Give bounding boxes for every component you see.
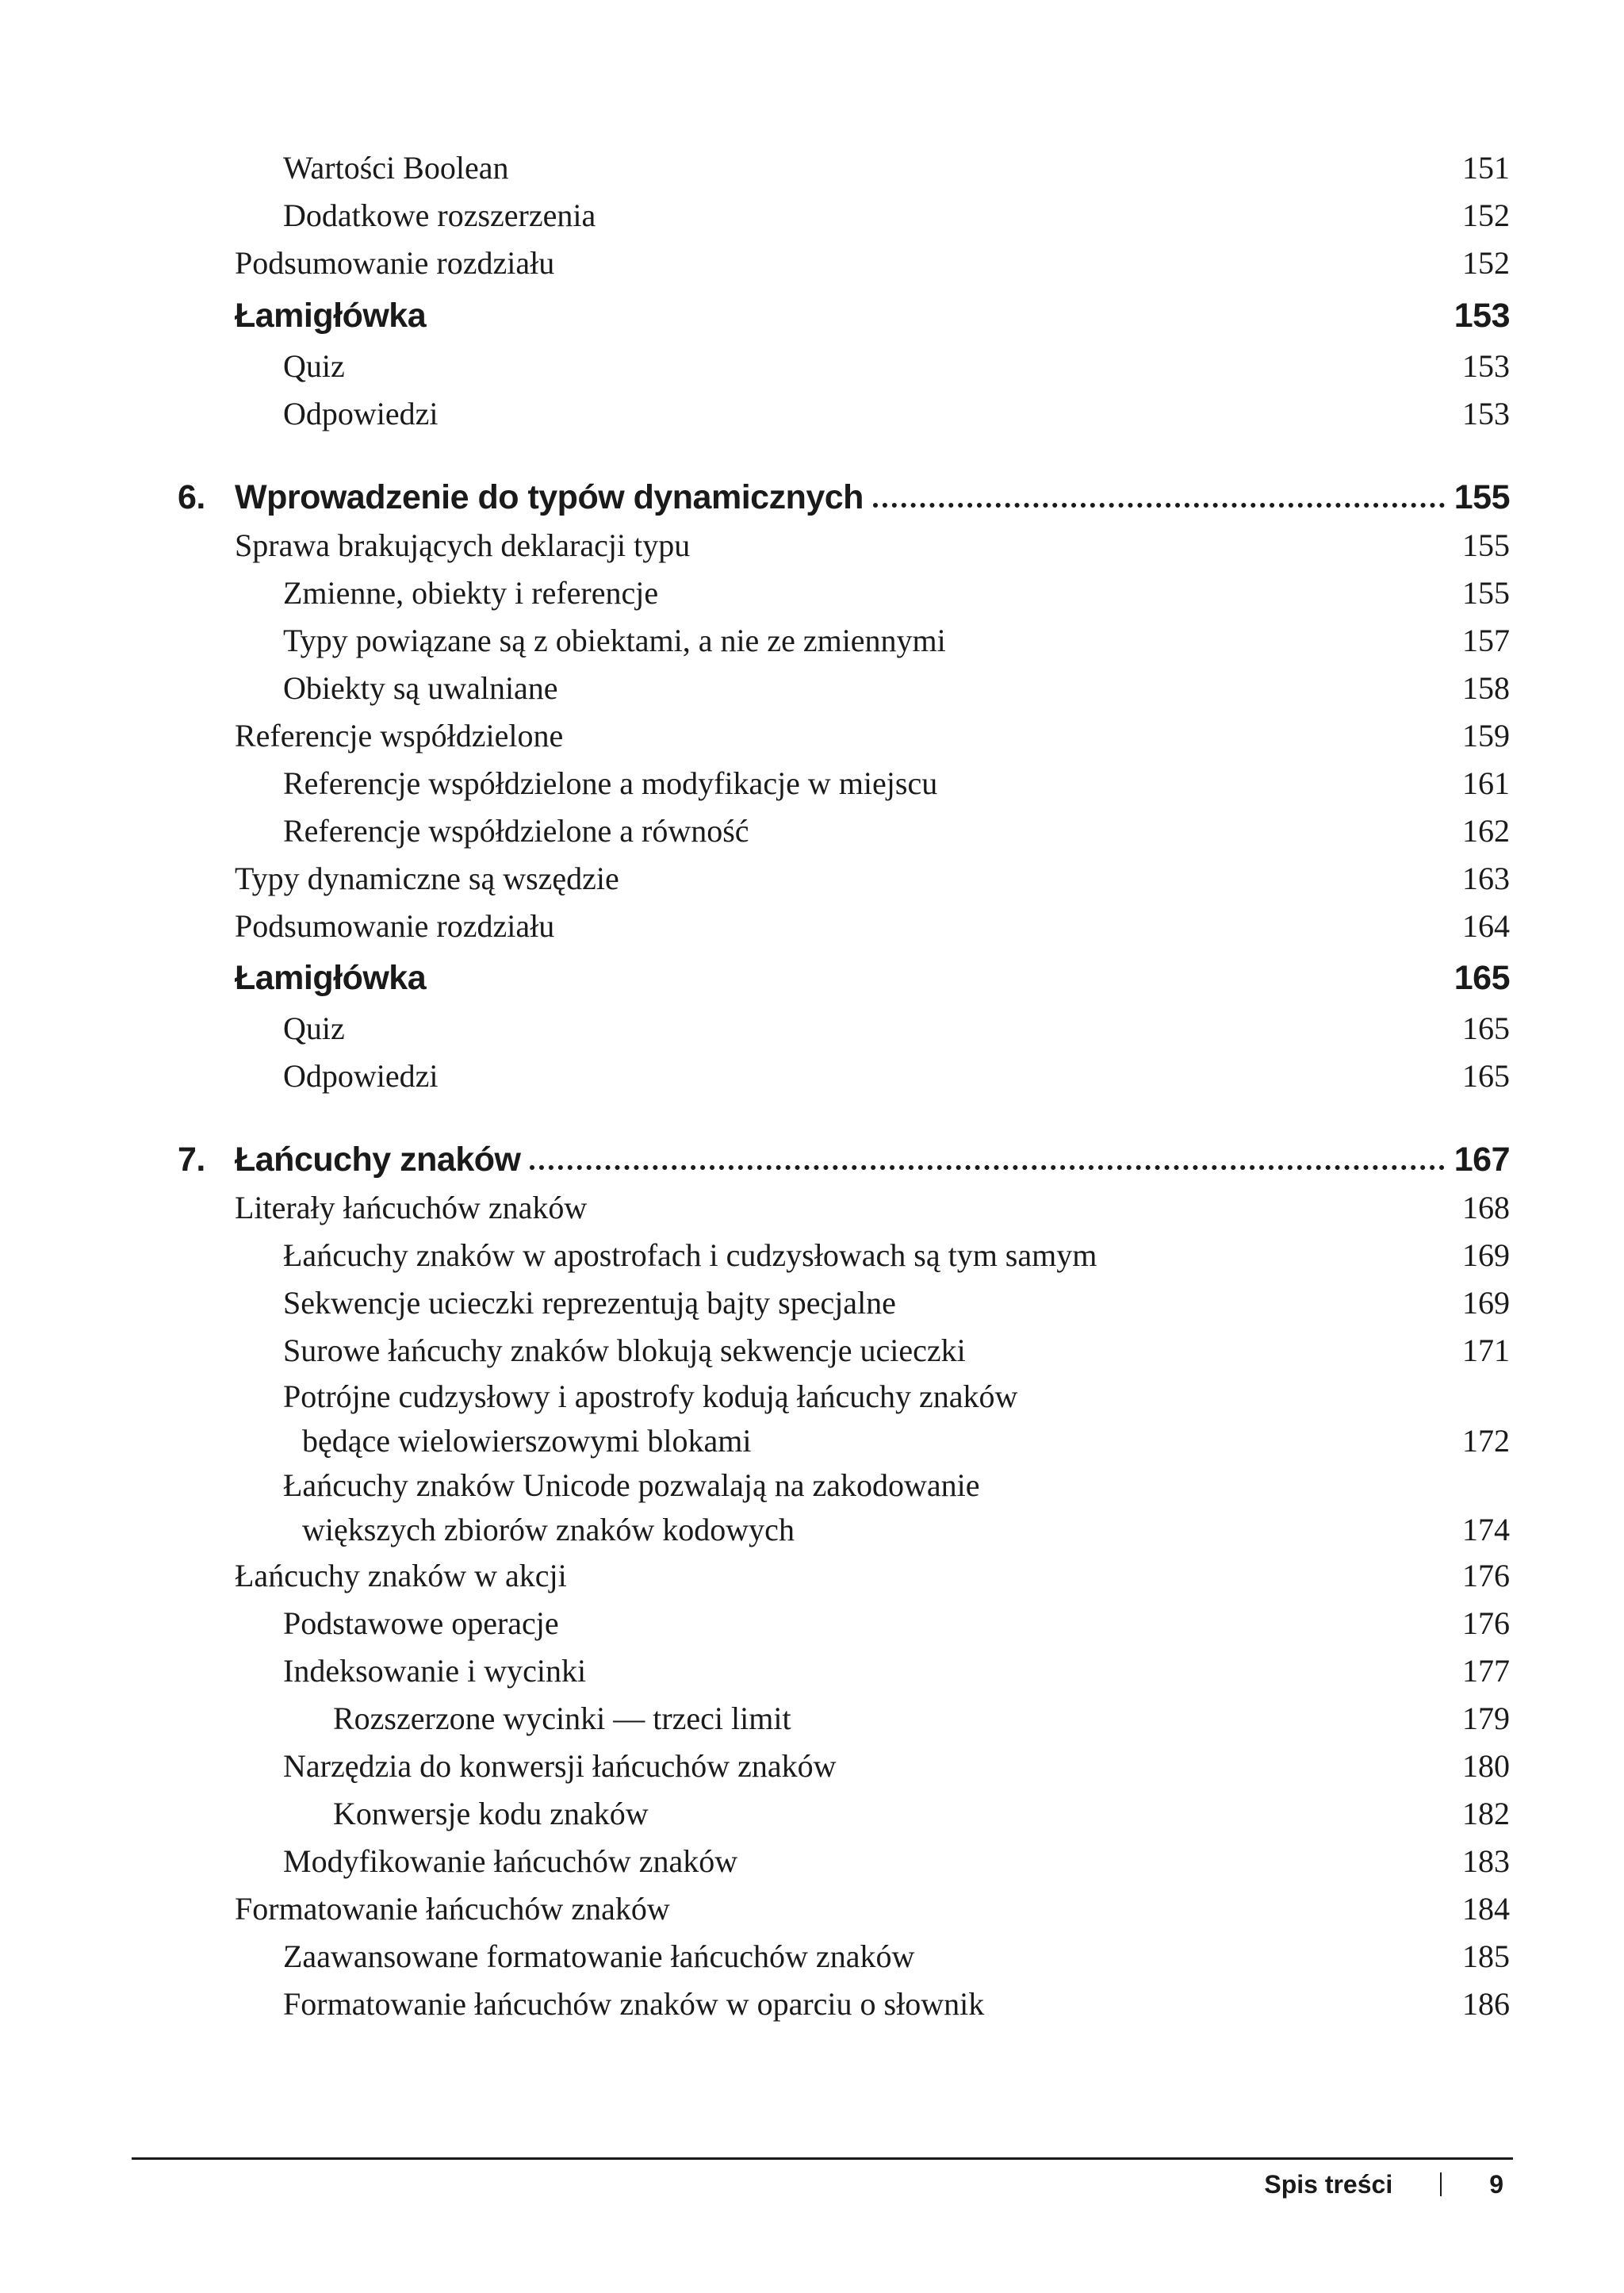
toc-entry-title-line: Formatowanie łańcuchów znaków w oparciu o słownik xyxy=(283,1986,985,2022)
toc-entry-title xyxy=(283,1743,837,1790)
toc-entry-title xyxy=(235,1885,670,1933)
toc-entry-title xyxy=(283,1053,439,1100)
toc-entry-page-number: 176 xyxy=(1462,1605,1510,1641)
toc-entry-page-number: 155 xyxy=(1462,575,1510,611)
toc-entry-title-line: Indeksowanie i wycinki xyxy=(283,1653,587,1689)
toc-entry-title xyxy=(283,665,558,712)
toc-entry-page-number: 159 xyxy=(1462,718,1510,753)
toc-entry-row xyxy=(283,1600,1510,1647)
toc-entry-page-number: 180 xyxy=(1462,1748,1510,1784)
toc-entry-title xyxy=(283,1838,737,1885)
toc-entry-title-line: Typy dynamiczne są wszędzie xyxy=(235,861,619,896)
toc-entry-page-number: 184 xyxy=(1462,1891,1510,1927)
toc-entry-title-line: Narzędzia do konwersji łańcuchów znaków xyxy=(283,1748,837,1784)
toc-chapter-row xyxy=(178,474,1510,521)
toc-entry-title-line: Quiz xyxy=(283,1010,345,1046)
toc-entry-title-line: Konwersje kodu znaków xyxy=(333,1796,649,1831)
toc-entry-title-line: Sekwencje ucieczki reprezentują bajty specjalne xyxy=(283,1285,896,1321)
footer-separator xyxy=(1440,2172,1442,2196)
toc-entry-title-line: Zmienne, obiekty i referencje xyxy=(283,575,659,611)
toc-entry-row xyxy=(283,617,1510,665)
toc-entry-title xyxy=(283,1005,345,1053)
toc-entry-title xyxy=(283,192,596,240)
toc-entry-title-line: Literały łańcuchów znaków xyxy=(235,1190,588,1225)
toc-entry-row xyxy=(235,522,1510,569)
toc-entry-title-line: Podsumowanie rozdziału xyxy=(235,245,555,281)
toc-entry-page-number: 172 xyxy=(1462,1423,1510,1459)
toc-entry-row xyxy=(283,1232,1510,1279)
toc-entry-title xyxy=(283,1327,966,1375)
toc-entry-title xyxy=(283,1647,586,1695)
toc-entry-page-number: 165 xyxy=(1462,1010,1510,1046)
toc-entry-title-continuation: większych zbiorów znaków kodowych xyxy=(302,1512,795,1547)
toc-entry-page-number: 152 xyxy=(1462,197,1510,233)
toc-entry-title xyxy=(283,1600,559,1647)
toc-entry-title xyxy=(283,1463,980,1552)
toc-entry-row xyxy=(235,712,1510,760)
toc-entry-title-line: Modyfikowanie łańcuchów znaków xyxy=(283,1843,738,1879)
dot-leader xyxy=(873,474,1445,508)
toc-entry-row xyxy=(283,1980,1510,2028)
toc-entry-row xyxy=(283,343,1510,390)
toc-entry-page-number: 164 xyxy=(1462,908,1510,944)
toc-entry-title-line: Podstawowe operacje xyxy=(283,1605,559,1641)
toc-entry-page-number: 168 xyxy=(1462,1190,1510,1225)
toc-entry[interactable] xyxy=(283,1463,1510,1552)
toc-entry-row xyxy=(283,1327,1510,1375)
toc-entry-title-line: Surowe łańcuchy znaków blokują sekwencje ucieczki xyxy=(283,1332,966,1368)
toc-entry-row xyxy=(283,1375,1510,1459)
toc-entry-row xyxy=(283,390,1510,438)
toc-entry-title xyxy=(283,807,749,855)
toc-entry-row xyxy=(283,665,1510,712)
toc-entry-row xyxy=(283,760,1510,807)
toc-entry-row xyxy=(235,1184,1510,1232)
toc-entry-title xyxy=(283,1279,896,1327)
toc-entry-row xyxy=(235,1885,1510,1933)
toc-entry-page-number: 171 xyxy=(1462,1332,1510,1368)
toc-entry-title-continuation: będące wielowierszowymi blokami xyxy=(302,1423,752,1459)
toc-entry-title-line: Referencje współdzielone a równość xyxy=(283,813,749,849)
toc-entry-row xyxy=(283,1743,1510,1790)
toc-entry-title-line: Referencje współdzielone xyxy=(235,718,564,753)
toc-entry-title xyxy=(235,522,690,569)
toc-entry-page-number: 153 xyxy=(1462,396,1510,431)
toc-entry-title-line: Odpowiedzi xyxy=(283,396,439,431)
toc-entry-title xyxy=(235,855,619,903)
toc-entry-page-number: 179 xyxy=(1462,1701,1510,1736)
chapter-number: 6. xyxy=(178,478,205,516)
toc-entry-title xyxy=(283,1933,914,1980)
chapter-title: Wprowadzenie do typów dynamicznych xyxy=(235,478,864,516)
toc-entry-title xyxy=(283,343,345,390)
toc-entry-page-number: 157 xyxy=(1462,623,1510,658)
toc-entry-title xyxy=(283,390,439,438)
toc-entry-title-line: Łańcuchy znaków Unicode pozwalają na zakodowanie xyxy=(283,1467,980,1503)
toc-entry-title-line: Łańcuchy znaków w akcji xyxy=(235,1558,567,1593)
toc-entry-title-line: Referencje współdzielone a modyfikacje w miejscu xyxy=(283,765,938,801)
toc-entry-row xyxy=(235,903,1510,950)
chapter-entry[interactable] xyxy=(178,474,1510,521)
toc-entry-title-line: Rozszerzone wycinki — trzeci limit xyxy=(333,1701,791,1736)
toc-entry-page-number: 169 xyxy=(1462,1237,1510,1273)
toc-entry-row xyxy=(283,1005,1510,1053)
toc-entry-title-line: Zaawansowane formatowanie łańcuchów znaków xyxy=(283,1938,915,1974)
toc-heading-row xyxy=(235,292,1510,339)
toc-entry-page-number: 185 xyxy=(1462,1938,1510,1974)
section-heading-page-number: 153 xyxy=(1454,297,1510,335)
toc-entry-row xyxy=(283,1838,1510,1885)
toc-entry-title-line: Obiekty są uwalniane xyxy=(283,670,558,706)
toc-entry-title-line: Wartości Boolean xyxy=(283,150,509,186)
toc-entry-row xyxy=(235,240,1510,287)
toc-entry-title xyxy=(283,1980,984,2028)
toc-entry-row xyxy=(283,192,1510,240)
toc-entry-row xyxy=(283,1463,1510,1547)
toc-heading-row xyxy=(235,954,1510,1002)
toc-entry-row xyxy=(235,855,1510,903)
toc-entry-row xyxy=(283,1279,1510,1327)
toc-entry-page-number: 186 xyxy=(1462,1986,1510,2022)
page-footer xyxy=(1264,2159,1503,2210)
toc-entry-page-number: 152 xyxy=(1462,245,1510,281)
toc-entry-page-number: 165 xyxy=(1462,1058,1510,1094)
toc-entry-title xyxy=(283,760,937,807)
toc-entry-title-line: Typy powiązane są z obiektami, a nie ze zmiennymi xyxy=(283,623,946,658)
toc-entry-page-number: 182 xyxy=(1462,1796,1510,1831)
toc-entry-title-line: Formatowanie łańcuchów znaków xyxy=(235,1891,670,1927)
toc-entry-title xyxy=(235,1184,587,1232)
toc-entry-row xyxy=(235,1552,1510,1600)
toc-entry-title xyxy=(235,240,554,287)
toc-entry-title-line: Podsumowanie rozdziału xyxy=(235,908,555,944)
toc-entry-page-number: 169 xyxy=(1462,1285,1510,1321)
toc-entry-title-line: Quiz xyxy=(283,348,345,384)
toc-entry-row xyxy=(283,1053,1510,1100)
toc-entry-page-number: 177 xyxy=(1462,1653,1510,1689)
toc-entry-title-line: Potrójne cudzysłowy i apostrofy kodują łańcuchy znaków xyxy=(283,1378,1018,1414)
toc-entry-row xyxy=(283,1933,1510,1980)
toc-entry-title xyxy=(283,1375,1017,1463)
toc-entry-row xyxy=(333,1790,1510,1838)
toc-entry-page-number: 162 xyxy=(1462,813,1510,849)
toc-entry-title xyxy=(333,1790,649,1838)
toc-entry-title-line: Dodatkowe rozszerzenia xyxy=(283,197,596,233)
toc-entry-page-number: 153 xyxy=(1462,348,1510,384)
toc-entry-row xyxy=(283,1647,1510,1695)
chapter-entry[interactable] xyxy=(178,1136,1510,1183)
toc-entry-page-number: 176 xyxy=(1462,1558,1510,1593)
toc-entry-title-line: Łańcuchy znaków w apostrofach i cudzysłowach są tym samym xyxy=(283,1237,1097,1273)
toc-entry-title xyxy=(283,1232,1097,1279)
toc-entry-title xyxy=(283,617,946,665)
section-heading-title: Łamigłówka xyxy=(235,297,427,335)
toc-chapter-row xyxy=(178,1136,1510,1183)
toc-entry-title-line: Odpowiedzi xyxy=(283,1058,439,1094)
toc-entry-page-number: 183 xyxy=(1462,1843,1510,1879)
toc-entry-page-number: 158 xyxy=(1462,670,1510,706)
footer-section-title: Spis treści xyxy=(1264,2170,1393,2199)
toc-entry-title xyxy=(235,712,563,760)
toc-entry-title xyxy=(235,903,554,950)
toc-entry-title xyxy=(283,144,508,192)
toc-entry-title xyxy=(283,569,658,617)
toc-entry-title xyxy=(333,1695,791,1743)
toc-entry-row xyxy=(283,144,1510,192)
chapter-title: Łańcuchy znaków xyxy=(235,1141,521,1179)
toc-entry-row xyxy=(283,569,1510,617)
footer-page-number: 9 xyxy=(1489,2170,1503,2199)
toc-entry-row xyxy=(333,1695,1510,1743)
toc-entry-page-number: 163 xyxy=(1462,861,1510,896)
section-heading-title: Łamigłówka xyxy=(235,959,427,997)
toc-entry-title xyxy=(235,1552,567,1600)
toc-entry-page-number: 174 xyxy=(1462,1512,1510,1547)
dot-leader xyxy=(530,1136,1444,1170)
toc-entry-title-line: Sprawa brakujących deklaracji typu xyxy=(235,527,691,563)
toc-entry-page-number: 155 xyxy=(1462,527,1510,563)
chapter-number: 7. xyxy=(178,1141,205,1179)
toc-entry-page-number: 161 xyxy=(1462,765,1510,801)
chapter-page-number: 155 xyxy=(1454,478,1510,516)
section-heading-page-number: 165 xyxy=(1454,959,1510,997)
toc-entry-row xyxy=(283,807,1510,855)
toc-entry[interactable] xyxy=(283,1375,1510,1463)
chapter-page-number: 167 xyxy=(1454,1141,1510,1179)
toc-entry-page-number: 151 xyxy=(1462,150,1510,186)
